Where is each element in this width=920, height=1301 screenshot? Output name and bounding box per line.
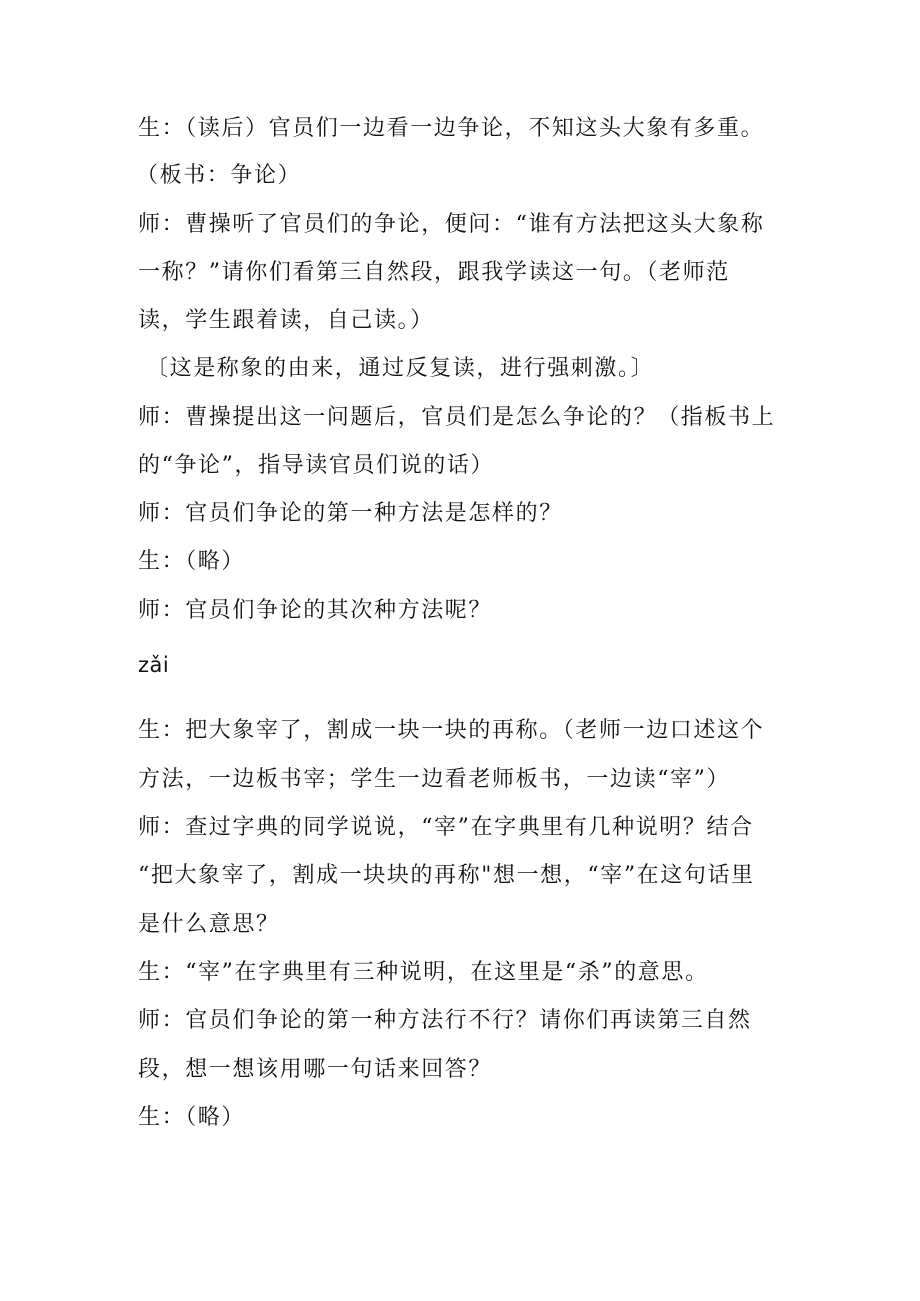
text-line: 师：曹操听了官员们的争论，便问：“谁有方法把这头大象称 bbox=[138, 212, 765, 237]
text-line: 师：曹操提出这一问题后，官员们是怎么争论的？（指板书上 bbox=[138, 405, 776, 430]
text-line: 段，想一想该用哪一句话来回答？ bbox=[138, 1057, 493, 1082]
text-line: 师：官员们争论的第一种方法行不行？请你们再读第三自然 bbox=[138, 1008, 752, 1033]
text-line: （板书：争论） bbox=[136, 163, 302, 188]
text-line: 的“争论”，指导读官员们说的话） bbox=[138, 453, 495, 478]
text-line: 师：官员们争论的第一种方法是怎样的？ bbox=[138, 501, 563, 526]
text-line: 一称？”请你们看第三自然段，跟我学读这一句。（老师范 bbox=[138, 260, 730, 285]
text-line: 生：（略） bbox=[138, 1105, 246, 1130]
text-line: 生：把大象宰了，割成一块一块的再称。（老师一边口述这个 bbox=[138, 718, 765, 743]
pinyin-annotation: zǎi bbox=[138, 653, 170, 677]
text-line: 是什么意思？ bbox=[138, 912, 280, 937]
text-line: 生：（略） bbox=[138, 549, 246, 574]
text-line: 读，学生跟着读，自己读。） bbox=[138, 308, 434, 333]
text-line: 生：（读后）官员们一边看一边争论，不知这头大象有多重。 bbox=[138, 116, 765, 141]
text-line: 方法，一边板书宰；学生一边看老师板书，一边读“宰”） bbox=[138, 767, 731, 792]
text-line: 师：查过字典的同学说说，“宰”在字典里有几种说明？结合 bbox=[138, 815, 754, 840]
text-line: 师：官员们争论的其次种方法呢？ bbox=[138, 598, 493, 623]
text-line: “把大象宰了，割成一块块的再称"想一想，“宰”在这句话里 bbox=[138, 863, 755, 888]
text-line: 〔这是称象的由来，通过反复读，进行强刺激。〕 bbox=[146, 356, 655, 381]
text-line: 生：“宰”在字典里有三种说明，在这里是“杀”的意思。 bbox=[138, 960, 709, 985]
